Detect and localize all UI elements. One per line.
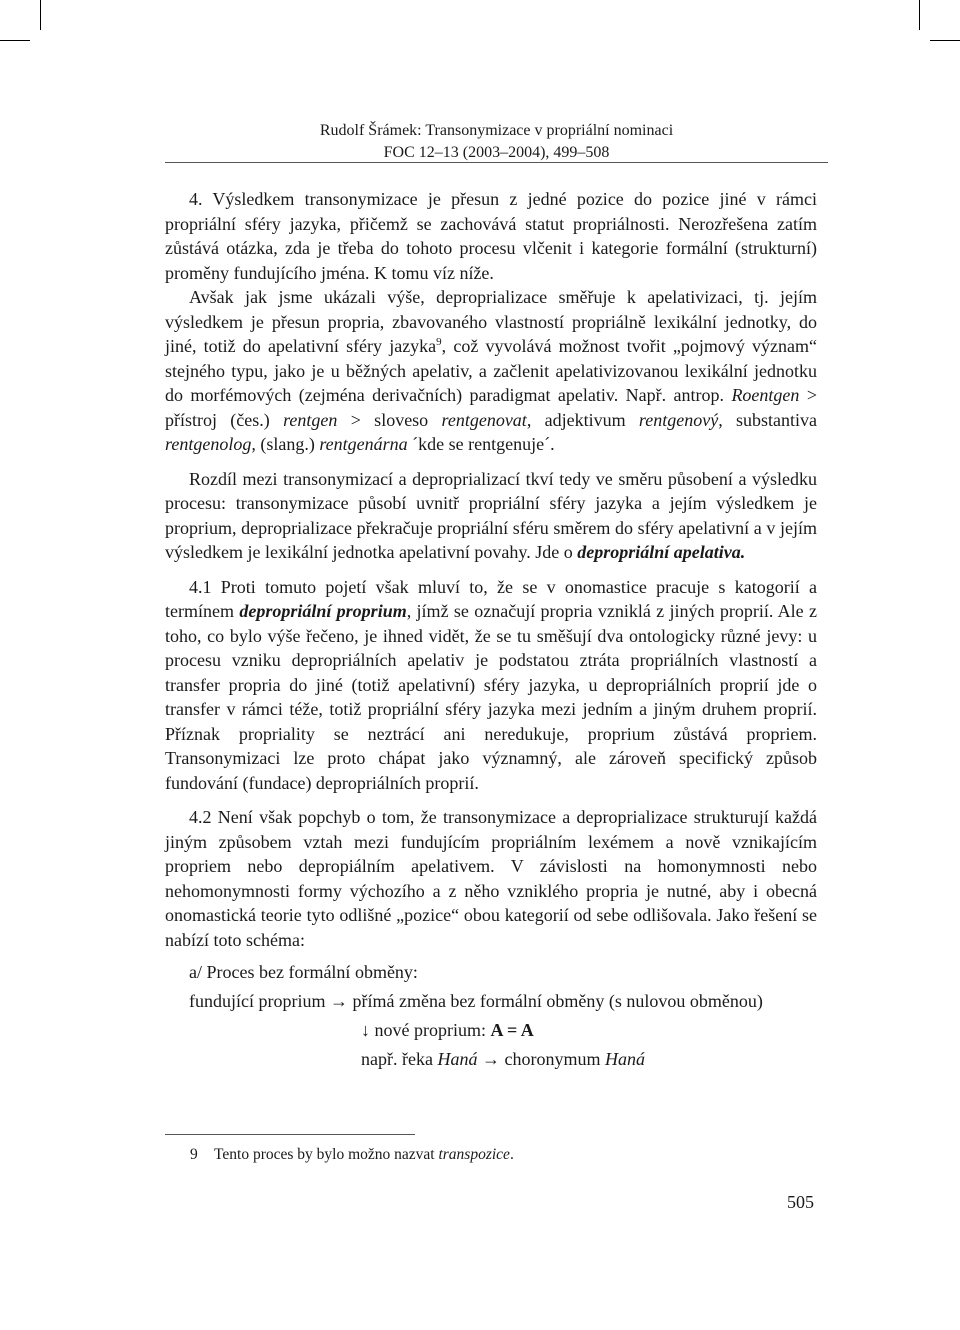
running-header [165, 120, 828, 164]
schema [165, 958, 817, 1074]
paragraph-4-1: 4.1 Proti tomuto pojetí však mluví to, že se v onomastice pracuje s katogorií a termínem depropriální proprium, jímž se označují propria vzniklá z jiných proprií. Ale z toho, co bylo výše řečeno, je ihned vidět, že se tu směšují dva ontologicky různé jevy: u procesu vzniku depropriálních apelativ je podstatou ztráta propriálních vlastností a transfer propria do jiné (totiž apelativní) sféry jazyka, u depropriálních proprií jde o transfer v rámci téže, totiž propriální sféry jazyka mezi jedním a jiným druhem proprií. Příznak propriality se neztrácí ani neredukuje, proprium zůstává propriem. Transonymizaci lze proto chápat jako významný, ale zároveň specifický způsob fundování (fundace) depropriálních proprií. [165, 576, 818, 793]
footnote-text: Tento proces by bylo možno nazvat transpozice. [214, 1146, 514, 1163]
schema-example: např. řeka Haná → choronymum Haná [361, 1049, 645, 1069]
footnote-number: 9 [190, 1146, 198, 1163]
crop-mark [0, 40, 30, 41]
schema-line: fundující proprium → přímá změna bez formální obměny (s nulovou obměnou) [189, 991, 763, 1011]
paragraph-4: 4. Výsledkem transonymizace je přesun z jedné pozice do pozice jiné v rámci propriální sféry jazyka, přičemž se zachovává statut propriálnosti. Nerozřešena zatím zůstává otázka, zda je třeba do tohoto procesu vlčenit i kategorie formální (strukturní) proměny fundujícího jména. K tomu víz níže. [165, 189, 817, 283]
paragraph-4-continued: Avšak jak jsme ukázali výše, deproprializace směřuje k apelativizaci, tj. jejím výsledkem je přesun propria, zbavovaného vlastností propriálně lexikální jednotky, do jiné, totiž do apelativní sféry jazyka$^9$, což vyvolává možnost tvořit „pojmový význam“ stejného typu, jako je u běžných apelativ, a začlenit apelativizovanou lexikální jednotku do morfémových (zejména derivačních) paradigmat apelativ. Např. antrop. Roentgen > přístroj (čes.) rentgen > sloveso rentgenovat, adjektivum rentgenový, substantiva rentgenolog, (slang.) rentgenárna ´kde se rentgenuje´. [165, 287, 818, 454]
paragraph-4-2: 4.2 Není však popchyb o tom, že transonymizace a deproprializace strukturují každá jiným způsobem vztah mezi fundujícím propriálním lexémem a nově vznikajícím propriem nebo depropiálním apelativem. V závislosti na homonymnosti nebo nehomonymnosti formy výchozího a z něho vzniklého propria je nutné, aby i obecná onomastická teorie tyto odlišné „pozice“ obou kategorií od sebe odlišovala. Jako řešení se nabízí toto schéma: [165, 807, 817, 950]
main-text [165, 187, 817, 1074]
header-divider [165, 162, 828, 163]
schema-result: ↓ nové proprium: A = A [361, 1020, 534, 1040]
crop-mark [930, 40, 960, 41]
footnote-divider [165, 1134, 415, 1135]
header-citation: FOC 12–13 (2003–2004), 499–508 [383, 144, 610, 161]
page-number: 505 [787, 1192, 814, 1212]
crop-mark [919, 0, 920, 30]
footnote-ref[interactable]: 9 [436, 336, 442, 348]
paragraph-difference: Rozdíl mezi transonymizací a deproprializací tkví tedy ve směru působení a výsledku procesu: transonymizace působí uvnitř propriální sféry jazyka a jejím výsledkem je proprium, deproprializace překračuje propriální sféru směrem do sféry apelativní a v jejím výsledkem je lexikální jednotka apelativní povahy. Jde o depropriální apelativa. [165, 468, 817, 562]
arrow-down-icon: ↓ [361, 1020, 370, 1040]
header-title: Rudolf Šrámek: Transonymizace v propriální nominaci [319, 122, 674, 139]
schema-heading: a/ Proces bez formální obměny: [189, 962, 418, 982]
crop-mark [40, 0, 41, 30]
